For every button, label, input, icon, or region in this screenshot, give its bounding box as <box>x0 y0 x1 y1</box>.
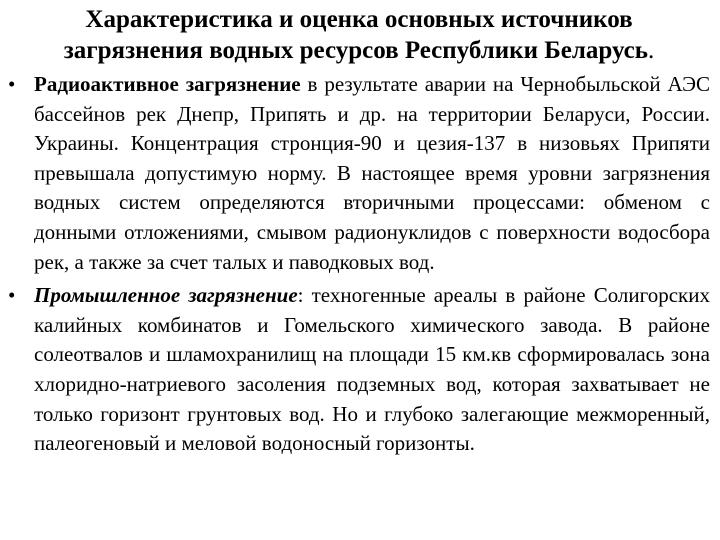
title-line-1: Характеристика и оценка основных источников <box>85 6 633 33</box>
bullet-industrial <box>8 281 710 459</box>
slide-title <box>8 4 710 66</box>
bullet-text-industrial: : техногенные ареалы в районе Солигорских калийных комбинатов и Гомельского химического завода. В районе солеотвалов и шламохранилищ на площади 15 км.кв сформировалась зона хлоридно-натриевого засоления подземных вод, которая захватывает не только горизонт грунтовых вод. Но и глубоко залегающие межморенный, палеогеновый и меловой водоносный горизонты. <box>34 283 710 456</box>
bullet-marker: • <box>8 72 16 96</box>
bullet-radioactive <box>8 70 710 277</box>
bullet-marker: • <box>8 283 16 308</box>
bullet-text-radioactive: в результате аварии на Чернобыльской АЭС бассейнов рек Днепр, Припять и др. на территории Беларуси, России. Украины. Концентрация стронция-90 и цезия-137 в низовьях Припяти превышала допустимую норму. В настоящее время уровни загрязнения водных систем определяются вторичными процессами: обменом с донными отложениями, смывом радионуклидов с поверхности водосбора рек, а также за счет талых и паводковых вод. <box>34 72 710 274</box>
bullet-lead-radioactive: Радиоактивное загрязнение <box>34 72 301 96</box>
bullet-lead-industrial: Промышленное загрязнение <box>34 283 298 308</box>
title-period: . <box>648 37 655 64</box>
title-line-2: загрязнения водных ресурсов Республики Беларусь <box>63 37 648 64</box>
bullet-list <box>8 70 710 459</box>
